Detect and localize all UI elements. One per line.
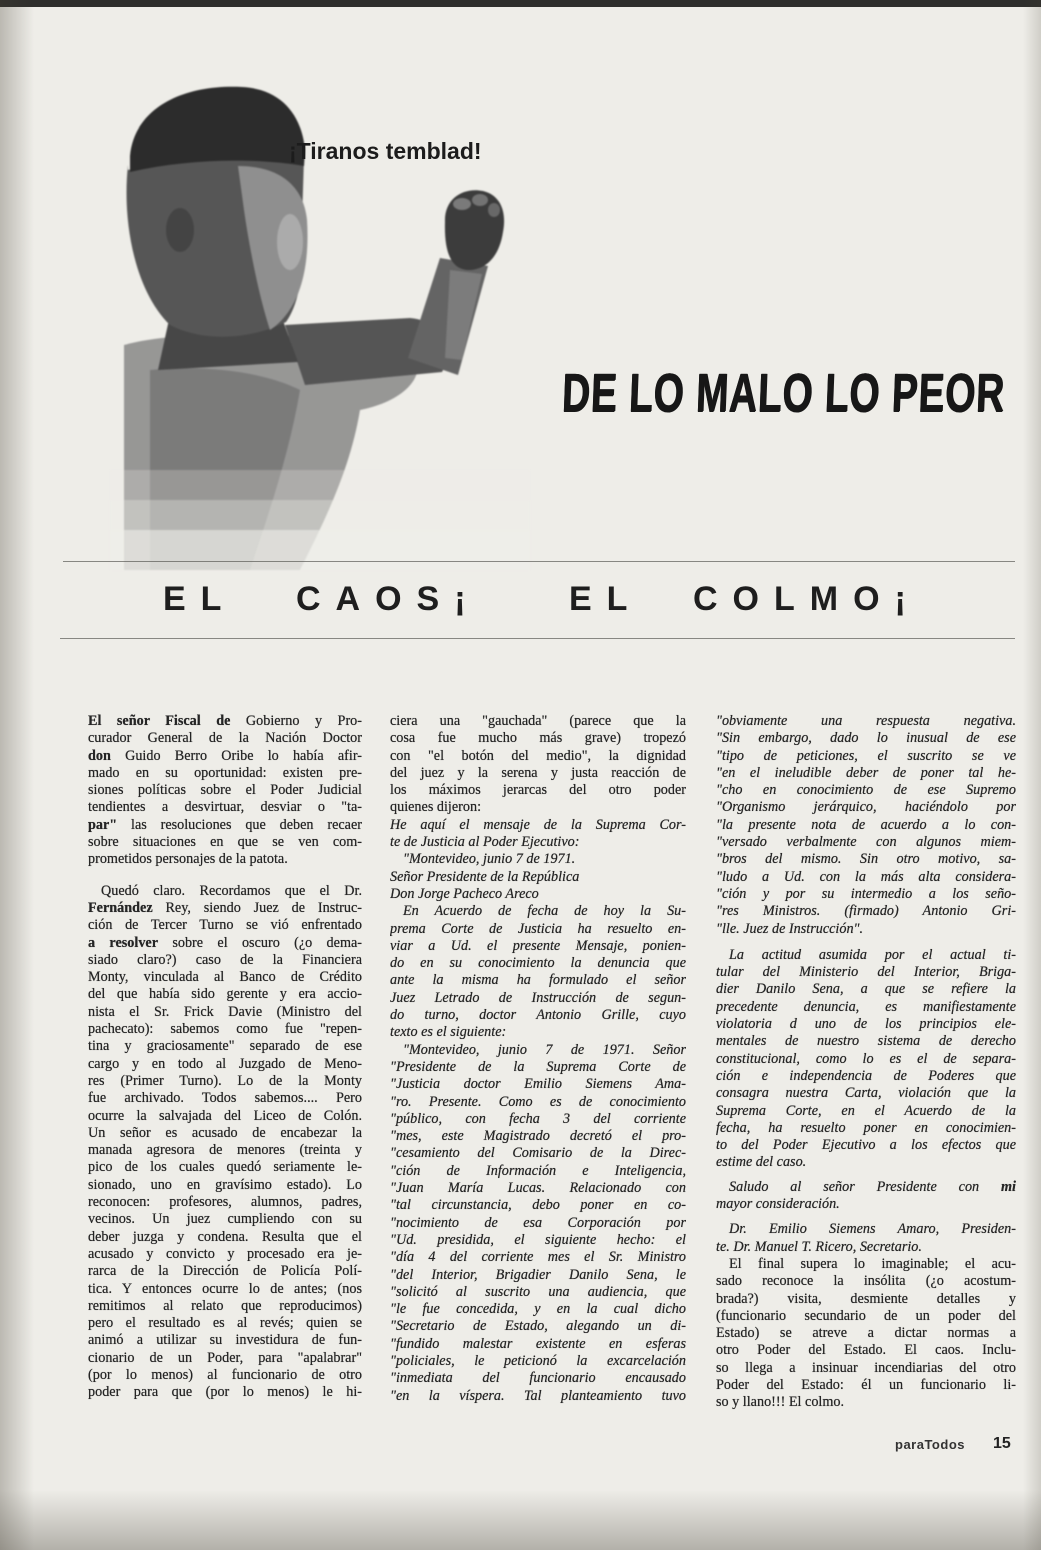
text-line: prometidos personajes de la patota. [88, 851, 288, 868]
text-line: "inmediata del funcionario encausado [390, 1370, 686, 1387]
text-line: cargo y en todo al Juzgado de Meno- [88, 1055, 362, 1072]
text-line: nista el Sr. Frick Davie (Ministro del [88, 1003, 362, 1020]
text-line: sobre situaciones en que se ven com- [88, 834, 362, 851]
text-line [88, 713, 362, 730]
text-line: so llega a insinuar incendiarias del otro [716, 1359, 1016, 1376]
text-line: ción e independencia de Poderes que [716, 1067, 1016, 1084]
bold-text: Fernández [88, 899, 153, 916]
text-line: con "el botón del medio", la dignidad [390, 747, 686, 764]
paragraph [390, 851, 686, 868]
text-line: brada?) visita, desmiente detalles y [716, 1290, 1016, 1307]
text-line: pero el resultado es al revés; quien se [88, 1315, 362, 1332]
text-line: "Secretario de Estado, alegando un di- [390, 1318, 686, 1335]
text-line: del que había sido gerente y era accio- [88, 986, 362, 1003]
text-line: "día 4 del corriente mes el Sr. Ministro [390, 1249, 686, 1266]
text-line: "en la víspera. Tal planteamiento tuvo [390, 1387, 686, 1404]
text-line: so y llano!!! El colmo. [716, 1394, 845, 1411]
text-line: te de Justicia al Poder Ejecutivo: [390, 834, 580, 851]
photo-caption: ¡Tiranos temblad! [289, 138, 482, 164]
text-line: "lle. Juez de Instrucción". [716, 920, 864, 937]
text-line: He aquí el mensaje de la Suprema Cor- [390, 816, 686, 833]
text-line: (funcionario secundario de un poder del [716, 1307, 1016, 1324]
text-line: Un señor es acusado de encabezar la [88, 1124, 362, 1141]
text-run: Gobierno y Pro- [230, 713, 362, 729]
text-run: Guido Berro Oribe lo había afir- [110, 747, 362, 764]
paragraph [716, 1256, 1016, 1412]
text-line [88, 935, 362, 952]
text-line: deber juzga y condena. Resulta que el [88, 1228, 362, 1245]
text-line: manada agresora de menores (treinta y [88, 1142, 362, 1159]
text-line: dier Danilo Sena, a que se refiere la [716, 981, 1016, 998]
bold-text: a resolver [88, 934, 159, 951]
text-line: El final supera lo imaginable; el acu- [729, 1255, 1016, 1272]
text-line: Señor Presidente de la República [390, 868, 580, 885]
text-line: siado claro?) caso de la Financiera [88, 951, 362, 968]
text-line: La actitud asumida por el actual ti- [729, 946, 1016, 963]
text-line: "Sin embargo, dado lo inusual de ese [716, 730, 1016, 747]
text-line: rarca de la Dirección de Policía Polí- [88, 1263, 362, 1280]
section-title-word: COLMO¡ [693, 580, 921, 618]
paragraph [88, 883, 362, 1402]
paragraph [390, 1042, 686, 1405]
text-line: tica. Y entonces ocurre lo de antes; (nos [88, 1280, 362, 1297]
text-line: "cesamiento del Comisario de la Direc- [390, 1145, 686, 1162]
text-line: mado en su oportunidad: existen pre- [88, 764, 362, 781]
text-line: remitimos al relato que reproducimos) [88, 1297, 362, 1314]
text-line: En Acuerdo de fecha de hoy la Su- [403, 903, 686, 920]
text-line: sado reconoce la insólita (¿o acostum- [716, 1273, 1016, 1290]
text-run: Saludo al señor Presidente con [729, 1178, 1002, 1195]
text-line [88, 900, 362, 917]
paragraph [716, 1179, 1016, 1214]
text-line: precedente denuncia, es manifiestamente [716, 998, 1016, 1015]
text-line: prema Corte de Justicia ha resuelto en- [390, 920, 686, 937]
bold-text: El señor Fiscal de [88, 713, 231, 729]
paragraph [716, 713, 1016, 938]
paragraph [390, 886, 686, 903]
text-line: "versado verbalmente con algunos miem- [716, 834, 1016, 851]
text-line: ante la misma ha formulado el señor [390, 972, 686, 989]
section-title-word: EL [569, 580, 643, 618]
text-line: "público, con fecha 3 del corriente [390, 1110, 686, 1127]
text-line [716, 1179, 1016, 1196]
text-line: violatoria d uno de los principios ele- [716, 1016, 1016, 1033]
paragraph [716, 1221, 1016, 1256]
text-line: reconocen: profesores, alumnos, padres, [88, 1194, 362, 1211]
text-line: vecinos. Un juez cumpliendo con su [88, 1211, 362, 1228]
article-column-2 [390, 713, 686, 1405]
paragraph [390, 903, 686, 1041]
article-column-1 [88, 713, 362, 1402]
paragraph [88, 713, 362, 869]
text-line: "Juan María Lucas. Relacionado con [390, 1180, 686, 1197]
text-line: mentales de nuestro sistema de derecho [716, 1033, 1016, 1050]
text-line [88, 748, 362, 765]
bold-text: par" [88, 816, 118, 833]
bold-text: mi [1001, 1178, 1016, 1195]
text-line: "res Ministros. (firmado) Antonio Gri- [716, 903, 1016, 920]
text-line: "Ud. presidida, el siguiente hecho: el [390, 1231, 686, 1248]
text-line: otro Poder del Estado. El caos. Inclu- [716, 1342, 1016, 1359]
text-line: "bros del mismo. Sin otro motivo, sa- [716, 851, 1016, 868]
text-line: viar a Ud. el presente Mensaje, ponien- [390, 937, 686, 954]
text-line: quienes dijeron: [390, 799, 482, 816]
bold-text: don [88, 747, 111, 764]
text-line: tina y graciosamente" separado de ese [88, 1038, 362, 1055]
headline: DE LO MALO LO PEOR [560, 363, 1006, 423]
text-line: do en su conocimiento la denuncia que [390, 955, 686, 972]
text-line: Quedó claro. Recordamos que el Dr. [101, 882, 362, 899]
text-line: Poder del Estado: él un funcionario li- [716, 1376, 1016, 1393]
text-line: Dr. Emilio Siemens Amaro, Presiden- [729, 1221, 1016, 1238]
text-line: "en el ineludible deber de poner tal he- [716, 764, 1016, 781]
text-line: fue archivado. Todos sabemos.... Pero [88, 1090, 362, 1107]
text-line: Suprema Corte, en el Acuerdo de la [716, 1102, 1016, 1119]
text-line: del juez y la serena y justa reacción de [390, 764, 686, 781]
section-title-word: EL [163, 580, 237, 618]
text-line: "le fue concedida, y en la cual dicho [390, 1301, 686, 1318]
text-line: tular del Ministerio del Interior, Briga- [716, 964, 1016, 981]
text-line [88, 817, 362, 834]
paragraph [390, 869, 686, 886]
text-line: to del Poder Ejecutivo a los efectos que [716, 1137, 1016, 1154]
text-line: ocurre la salvajada del Liceo de Colón. [88, 1107, 362, 1124]
text-line: "cho en conocimiento de ese Supremo [716, 782, 1016, 799]
text-line: animó a utilizar su investidura de fun- [88, 1332, 362, 1349]
text-line: "mes, este Magistrado decretó el pro- [390, 1128, 686, 1145]
text-line: pico de los cuales quedó seriamente le- [88, 1159, 362, 1176]
section-title-word: CAOS¡ [296, 580, 481, 618]
text-line: "del Interior, Brigadier Danilo Sena, le [390, 1266, 686, 1283]
text-line: Don Jorge Pacheco Areco [390, 885, 539, 902]
text-line: "la presente nota de acuerdo a lo con- [716, 816, 1016, 833]
text-line: "policiales, le peticionó la excarcelación [390, 1352, 686, 1369]
text-line: "tal circunstancia, debo poner en co- [390, 1197, 686, 1214]
text-line: "ludo a Ud. con la más alta considera- [716, 868, 1016, 885]
text-line: "Montevideo, junio 7 de 1971. Señor [403, 1041, 686, 1058]
text-line: consagra nuestra Carta, violación que la [716, 1085, 1016, 1102]
text-line: mayor consideración. [716, 1196, 840, 1213]
footer-page-number: 15 [993, 1435, 1011, 1452]
text-line: "Justicia doctor Emilio Siemens Ama- [390, 1076, 686, 1093]
text-line: cosa fue mucho más grave) tropezó [390, 730, 686, 747]
text-run: Rey, siendo Juez de Instruc- [152, 899, 362, 916]
text-line: "ción de Información e Inteligencia, [390, 1162, 686, 1179]
article-column-3 [716, 713, 1016, 1412]
text-line: pachecato): sabemos como fue "repen- [88, 1021, 362, 1038]
text-line: siones políticas sobre el Poder Judicial [88, 782, 362, 799]
text-line: "ción y por su intermedio a los seño- [716, 885, 1016, 902]
text-line: te. Dr. Manuel T. Ricero, Secretario. [716, 1238, 922, 1255]
text-line: texto es el siguiente: [390, 1024, 507, 1041]
text-line: cionario de un Poder, para "apalabrar" [88, 1349, 362, 1366]
text-line: "Organismo jerárquico, haciéndolo por [716, 799, 1016, 816]
paragraph [390, 817, 686, 852]
text-line: "nocimiento de esa Corporación por [390, 1214, 686, 1231]
text-line: Estado) se atreve a dictar normas a [716, 1325, 1016, 1342]
text-line: poder para que (por lo menos) le hi- [88, 1384, 362, 1401]
text-line: Juez Letrado de Instrucción de segun- [390, 989, 686, 1006]
text-line: "Montevideo, junio 7 de 1971. [403, 851, 576, 868]
text-line: curador General de la Nación Doctor [88, 730, 362, 747]
paragraph [390, 713, 686, 817]
text-line: tendientes a desvirtuar, desviar o "ta- [88, 799, 362, 816]
text-line: "fundido malestar existente en esferas [390, 1335, 686, 1352]
text-line: res (Primer Turno). Lo de la Monty [88, 1072, 362, 1089]
text-line: los máximos jerarcas del otro poder [390, 782, 686, 799]
paragraph [716, 947, 1016, 1172]
text-line: "obviamente una respuesta negativa. [716, 713, 1016, 729]
text-run: las resoluciones que deben recaer [117, 816, 362, 833]
text-line: constitucional, como lo es el de separa- [716, 1050, 1016, 1067]
text-line: sionado, uno en gravísimo estado). Lo [88, 1176, 362, 1193]
text-run: sobre el oscuro (¿o dema- [158, 934, 362, 951]
text-line: "Presidente de la Suprema Corte de [390, 1058, 686, 1075]
text-line: estime del caso. [716, 1154, 807, 1171]
text-line: "solicitó al suscrito una audiencia, que [390, 1283, 686, 1300]
text-line: fecha, ha resuelto poner en conocimien- [716, 1119, 1016, 1136]
text-line: ción de Tercer Turno se vió enfrentado [88, 917, 362, 934]
text-line: (por lo menos) al funcionario de otro [88, 1366, 362, 1383]
text-line: "ro. Presente. Como es de conocimiento [390, 1093, 686, 1110]
text-line: do turno, doctor Antonio Grille, cuyo [390, 1007, 686, 1024]
text-line: ciera una "gauchada" (parece que la [390, 713, 686, 729]
text-line: "tipo de peticiones, el suscrito se ve [716, 747, 1016, 764]
text-line: Monty, vinculada al Banco de Crédito [88, 969, 362, 986]
text-line: acusado y convicto y procesado era je- [88, 1245, 362, 1262]
footer-magazine-name: paraTodos [895, 1437, 965, 1452]
